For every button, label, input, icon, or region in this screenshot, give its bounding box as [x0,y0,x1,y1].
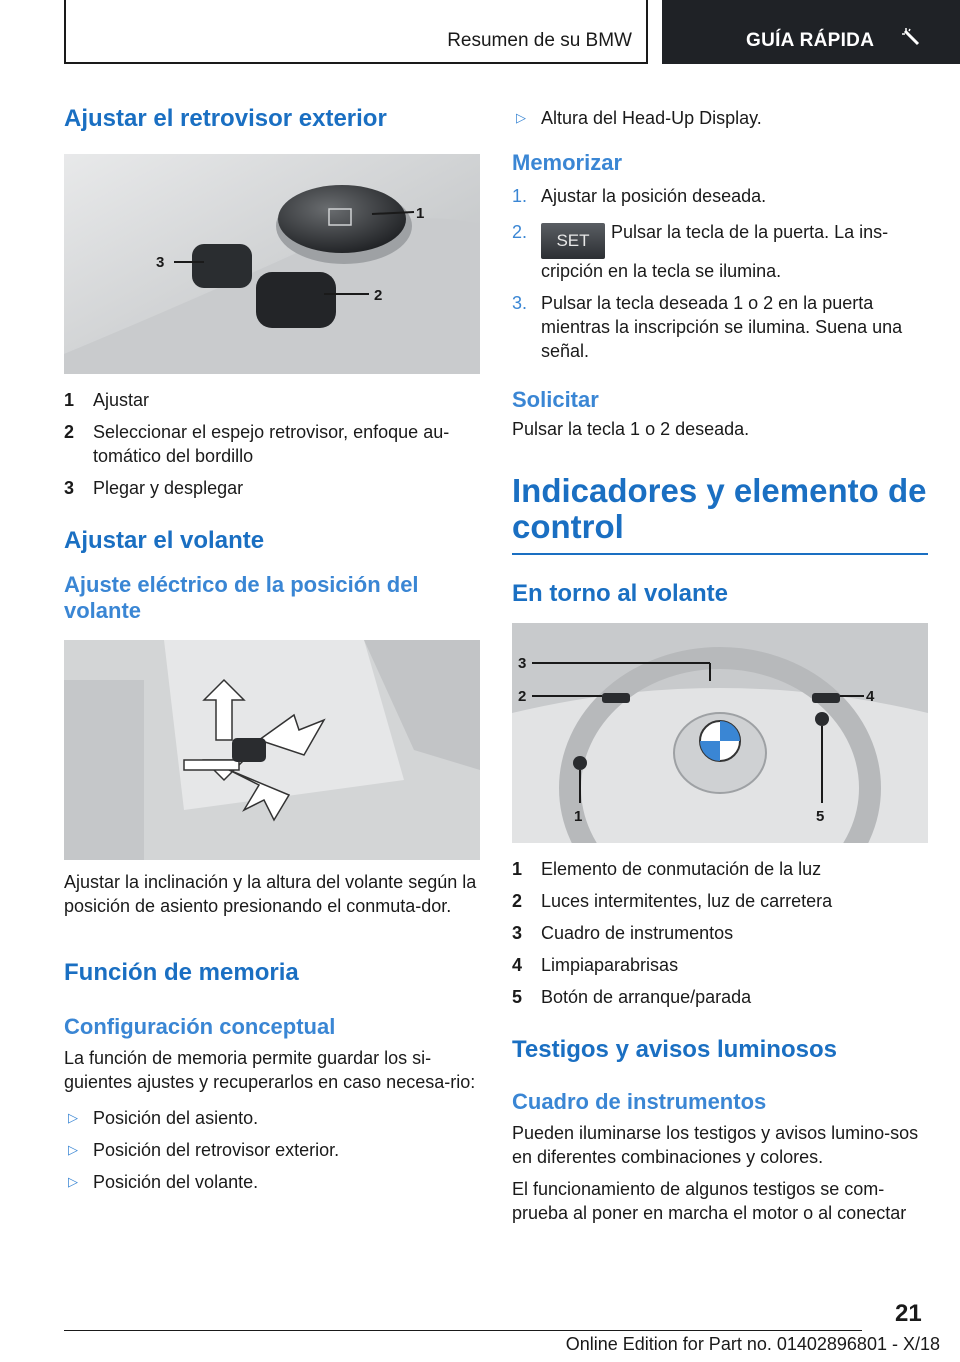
triangle-bullet-icon: ▷ [68,1142,78,1157]
mirror-callout-3: 3 [156,254,165,271]
header-section-title: Resumen de su BMW [447,30,632,51]
wheel-callout-4: 4 [866,688,875,705]
page-number: 21 [895,1300,922,1327]
list-item: 1 Ajustar [64,390,150,410]
list-item: ▷ Posición del retrovisor exterior. [68,1140,340,1160]
list-item: 1. Ajustar la posición deseada. [512,186,767,206]
store-heading: Memorizar [512,150,623,175]
wheel-callout-5: 5 [816,808,825,825]
list-item: 2 Seleccionar el espejo retrovisor, enfoque au-tomático del bordillo [64,422,450,466]
left-column [64,96,480,1202]
triangle-bullet-icon: ▷ [68,1110,78,1125]
list-item: 1 Elemento de conmutación de la luz [512,859,822,879]
around-wheel-legend [512,857,928,1009]
list-item: 2. SET Pulsar la tecla de la puerta. La ins-cripción en la tecla se ilumina. [512,222,889,281]
memory-heading: Función de memoria [64,959,299,986]
memory-bullets [64,1106,480,1194]
mirror-legend [64,388,480,500]
list-item: ▷ Posición del volante. [68,1172,259,1192]
magic-wand-icon [902,28,922,48]
triangle-bullet-icon: ▷ [516,110,526,125]
cluster-text-2: El funcionamiento de algunos testigos se com-prueba al poner en marcha el motor o al conectar [512,1179,907,1223]
quick-guide-label: GUÍA RÁPIDA [746,30,875,51]
list-item: ▷ Altura del Head-Up Display. [516,108,762,128]
wheel-callout-1: 1 [574,808,583,825]
triangle-bullet-icon: ▷ [68,1174,78,1189]
mirror-callout-1: 1 [416,205,425,222]
list-item: 4 Limpiaparabrisas [512,955,679,975]
steering-wheel-figure [512,623,928,843]
steering-column-figure [64,640,480,860]
warnings-heading: Testigos y avisos luminosos [512,1036,837,1063]
wheel-heading: Ajustar el volante [64,527,265,554]
wheel-subheading: Ajuste eléctrico de la posición del volante [64,572,419,623]
right-column [512,96,928,1225]
header-section-box [64,0,648,64]
wheel-callout-3: 3 [518,655,527,672]
request-text: Pulsar la tecla 1 o 2 deseada. [512,419,750,439]
mirror-callout-2: 2 [374,287,383,304]
footer-rule [64,1330,862,1331]
list-item: 3 Cuadro de instrumentos [512,923,734,943]
set-button-icon: SET [541,223,605,259]
request-heading: Solicitar [512,387,599,412]
list-item: ▷ Posición del asiento. [68,1108,259,1128]
heading-rule [512,553,928,555]
list-item: 3 Plegar y desplegar [64,478,244,498]
memory-description: La función de memoria permite guardar los si-guientes ajustes y recuperarlos en caso necesa-rio: [64,1048,476,1092]
around-wheel-heading: En torno al volante [512,580,729,607]
cluster-text-1: Pueden iluminarse los testigos y avisos lumino-sos en diferentes combinaciones y colores. [512,1123,919,1167]
list-item: 2 Luces intermitentes, luz de carretera [512,891,833,911]
memory-subheading: Configuración conceptual [64,1014,336,1039]
indicators-heading: Indicadores y elemento de control [512,472,927,545]
footer-edition: Online Edition for Part no. 01402896801 - X/18 [565,1334,940,1354]
memory-bullets-continued [512,106,928,130]
list-item: 3. Pulsar la tecla deseada 1 o 2 en la puerta mientras la inscripción se ilumina. Suena una señal. [512,293,903,361]
store-steps [512,184,928,363]
wheel-callout-2: 2 [518,688,527,705]
mirror-heading: Ajustar el retrovisor exterior [64,105,387,132]
header-quick-guide-tab[interactable] [662,0,960,64]
cluster-subheading: Cuadro de instrumentos [512,1089,767,1114]
wheel-description: Ajustar la inclinación y la altura del volante según la posición de asiento presionando el conmuta-dor. [64,872,477,916]
list-item: 5 Botón de arranque/parada [512,987,752,1007]
mirror-controls-figure [64,154,480,374]
